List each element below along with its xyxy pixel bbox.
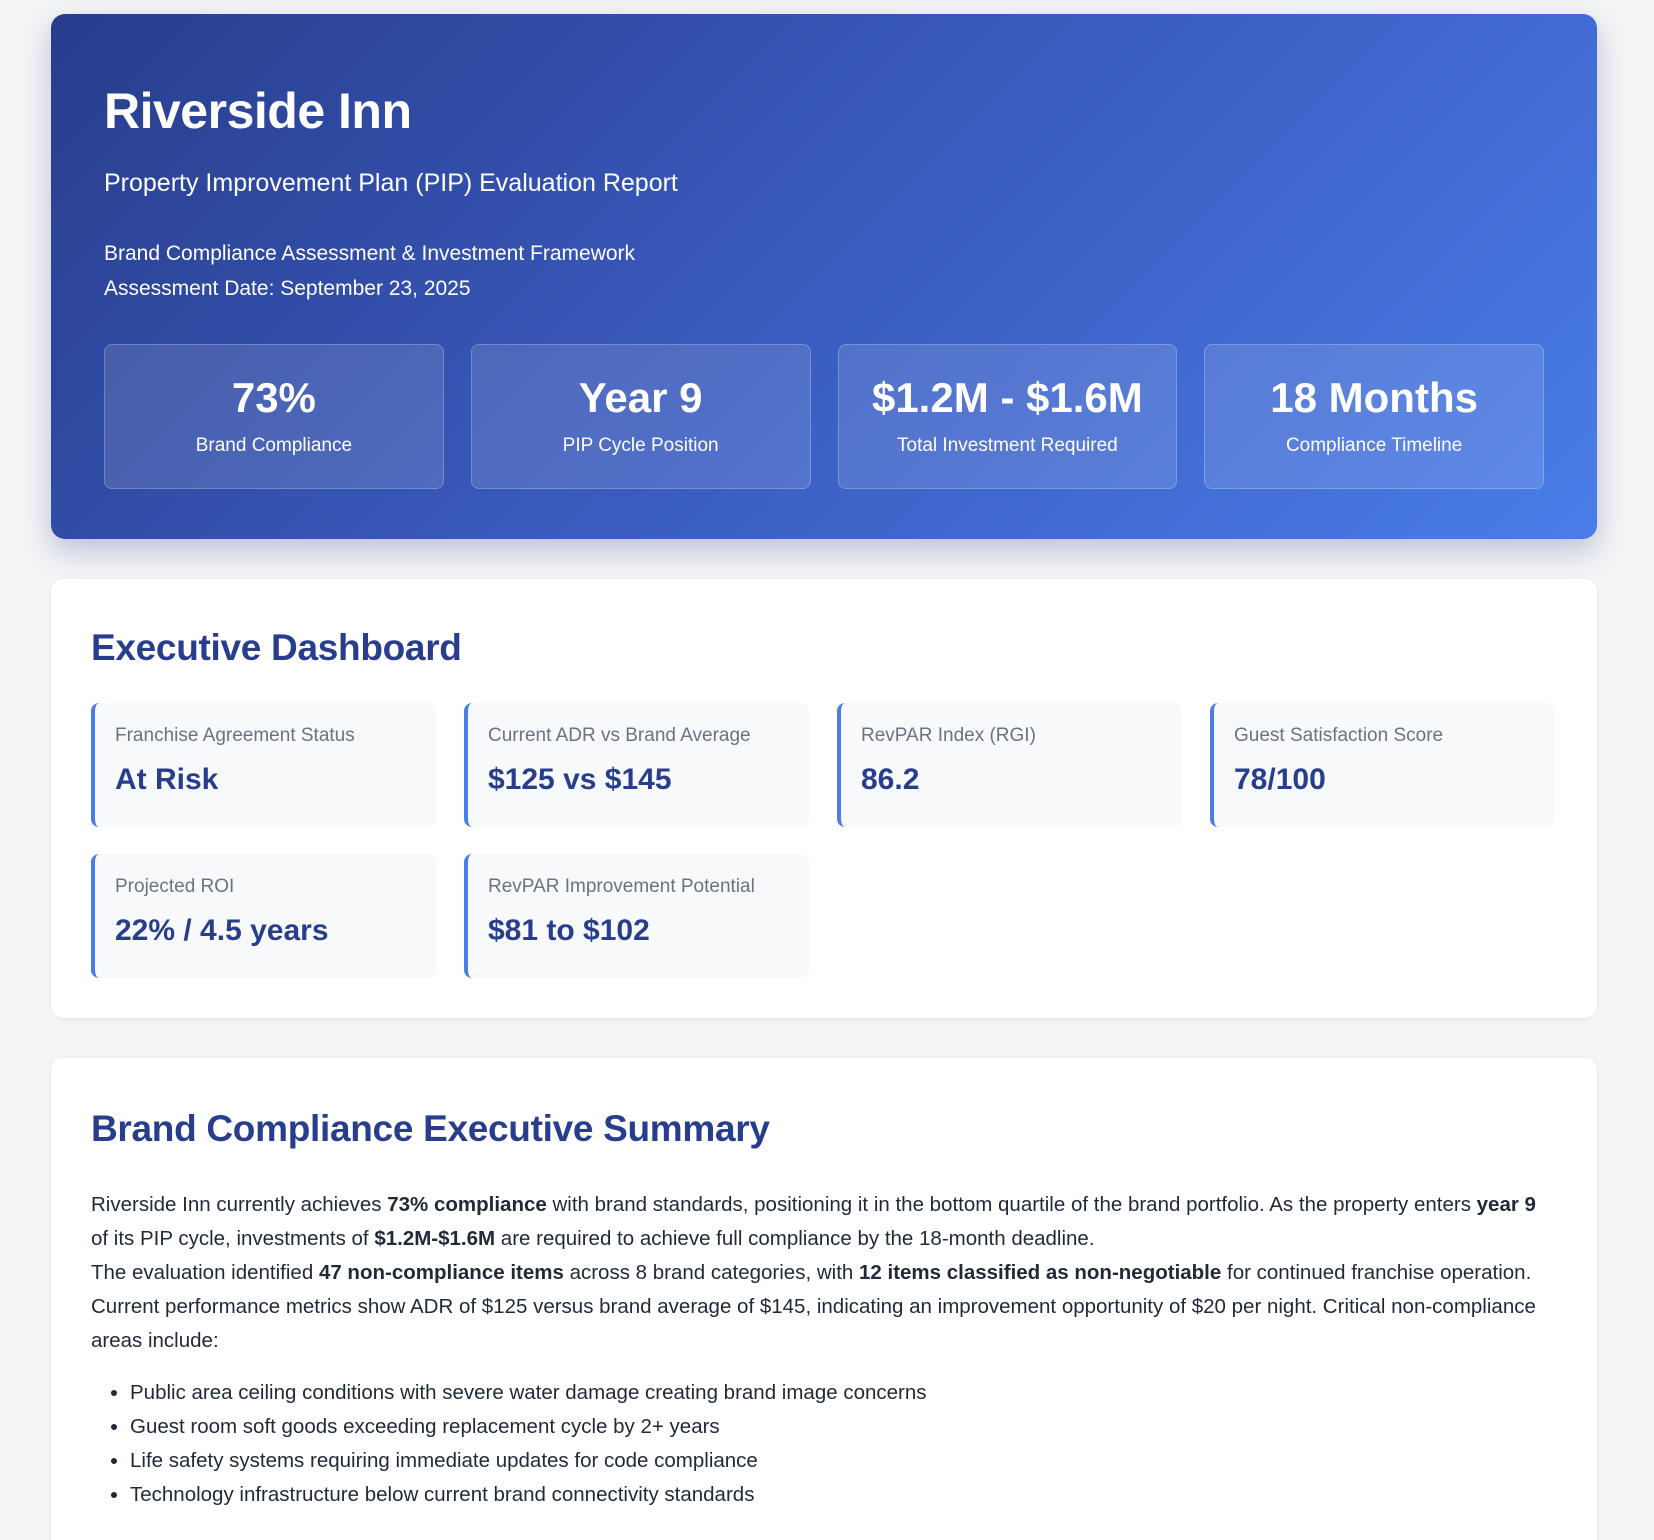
metric-grid <box>91 703 1557 978</box>
report-subtitle: Property Improvement Plan (PIP) Evaluation Report <box>104 169 678 197</box>
metric-revpar-potential <box>464 854 809 978</box>
executive-summary <box>51 1058 1597 1540</box>
metric-projected-roi <box>91 854 436 978</box>
metric-value: At Risk <box>115 763 219 796</box>
summary-paragraph-1 <box>91 1188 1557 1256</box>
critical-areas-list <box>91 1376 1557 1512</box>
metric-value: $125 vs $145 <box>488 763 672 796</box>
text: of its PIP cycle, investments of <box>91 1227 375 1250</box>
metric-value: 22% / 4.5 years <box>115 914 329 947</box>
highlight: 47 non-compliance items <box>318 1261 564 1284</box>
metric-revpar-index <box>837 703 1182 827</box>
summary-paragraph-2 <box>91 1256 1557 1358</box>
metric-franchise-status <box>91 703 436 827</box>
metric-label: Current ADR vs Brand Average <box>488 725 751 746</box>
highlight: 12 items classified as non-negotiable <box>859 1261 1222 1284</box>
list-item: • Technology infrastructure below current brand connectivity standards <box>130 1478 1557 1512</box>
executive-dashboard <box>51 579 1597 1018</box>
highlight: 73% compliance <box>387 1193 547 1216</box>
framework-line: Brand Compliance Assessment & Investment Framework <box>104 242 636 265</box>
stat-value: $1.2M - $1.6M <box>871 374 1143 421</box>
stat-label: Total Investment Required <box>897 435 1118 457</box>
highlight: $1.2M-$1.6M <box>374 1227 496 1250</box>
stat-pip-cycle <box>471 344 811 489</box>
metric-label: Franchise Agreement Status <box>115 725 355 746</box>
stat-label: PIP Cycle Position <box>562 435 719 457</box>
list-item: • Guest room soft goods exceeding replacement cycle by 2+ years <box>130 1410 1557 1444</box>
text: across 8 brand categories, with <box>563 1261 859 1284</box>
property-title: Riverside Inn <box>104 83 412 139</box>
text: with brand standards, positioning it in the bottom quartile of the brand portfolio. As the property enters <box>546 1193 1477 1216</box>
key-stats <box>104 344 1544 489</box>
section-title: Executive Dashboard <box>91 627 462 668</box>
text: The evaluation identified <box>91 1261 319 1284</box>
stat-value: 73% <box>231 374 316 421</box>
metric-label: RevPAR Index (RGI) <box>861 725 1036 746</box>
metric-label: RevPAR Improvement Potential <box>488 876 755 897</box>
metric-adr <box>464 703 809 827</box>
list-item: • Public area ceiling conditions with severe water damage creating brand image concerns <box>130 1376 1557 1410</box>
stat-total-investment <box>838 344 1178 489</box>
stat-label: Compliance Timeline <box>1285 435 1463 457</box>
report-meta <box>104 236 1544 306</box>
metric-value: $81 to $102 <box>488 914 650 947</box>
metric-value: 86.2 <box>861 763 920 796</box>
text: are required to achieve full compliance by the 18-month deadline. <box>495 1227 1095 1250</box>
metric-label: Projected ROI <box>115 876 235 897</box>
stat-value: 18 Months <box>1270 374 1478 421</box>
stat-value: Year 9 <box>578 374 703 421</box>
metric-guest-satisfaction <box>1210 703 1555 827</box>
metric-value: 78/100 <box>1234 763 1326 796</box>
text: for continued franchise operation. Current performance metrics show ADR of $125 versus brand average of $145, indicating an improvement opportunity of $20 per night. Critical non-compliance areas include: <box>91 1261 1536 1352</box>
report-header <box>51 14 1597 539</box>
highlight: year 9 <box>1476 1193 1536 1216</box>
text: Riverside Inn currently achieves <box>91 1193 388 1216</box>
metric-label: Guest Satisfaction Score <box>1234 725 1444 746</box>
stat-brand-compliance <box>104 344 444 489</box>
section-title: Brand Compliance Executive Summary <box>91 1108 770 1149</box>
list-item: • Life safety systems requiring immediate updates for code compliance <box>130 1444 1557 1478</box>
stat-compliance-timeline <box>1204 344 1544 489</box>
stat-label: Brand Compliance <box>195 435 353 457</box>
assessment-date: Assessment Date: September 23, 2025 <box>104 277 471 300</box>
